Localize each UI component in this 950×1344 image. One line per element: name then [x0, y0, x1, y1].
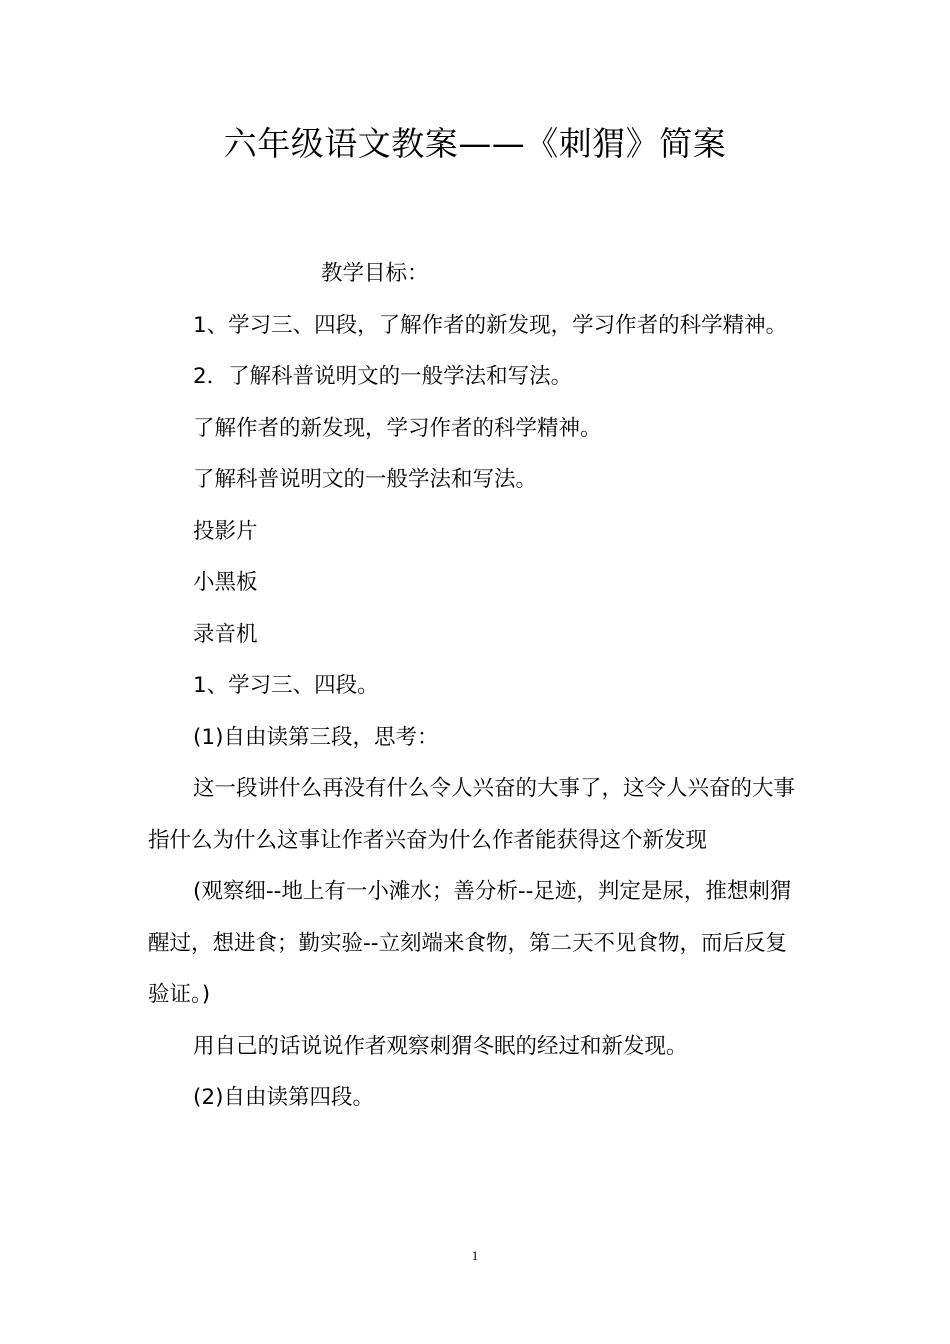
page-number: 1: [471, 1248, 479, 1263]
paragraph-questions: 这一段讲什么再没有什么令人兴奋的大事了，这令人兴奋的大事指什么为什么这事让作者兴奋为什么作者能获得这个新发现: [148, 776, 796, 853]
paragraph-step-1-sub-1: (1)自由读第三段，思考：: [193, 724, 439, 750]
document-body: [148, 248, 800, 1124]
paragraph-answer-notes: (观察细--地上有一小滩水；善分析--足迹，判定是尿，推想刺猬醒过，想进食；勤实验--立刻端来食物，第二天不见食物，而后反复验证。): [148, 879, 792, 1007]
paragraph-step-1-sub-2: (2)自由读第四段。: [193, 1085, 374, 1110]
page-title: 六年级语文教案——《刺猬》简案: [223, 124, 727, 163]
paragraph-goal-1: 1、学习三、四段，了解作者的新发现，学习作者的科学精神。: [193, 312, 788, 338]
paragraph-goal-2: 2．了解科普说明文的一般学法和写法。: [193, 364, 573, 389]
paragraph-difficult-point: 了解科普说明文的一般学法和写法。: [193, 467, 538, 492]
paragraph-aid-small-blackboard: 小黑板: [193, 570, 258, 595]
paragraph-step-1: 1、学习三、四段。: [193, 673, 379, 698]
paragraph-key-point: 了解作者的新发现，学习作者的科学精神。: [193, 415, 602, 441]
section-heading-teaching-goals: 教学目标：: [321, 261, 429, 286]
paragraph-retell-task: 用自己的话说说作者观察刺猬冬眠的经过和新发现。: [193, 1033, 688, 1059]
paragraph-aid-recorder: 录音机: [193, 621, 258, 647]
paragraph-aid-projector-slides: 投影片: [193, 518, 258, 544]
